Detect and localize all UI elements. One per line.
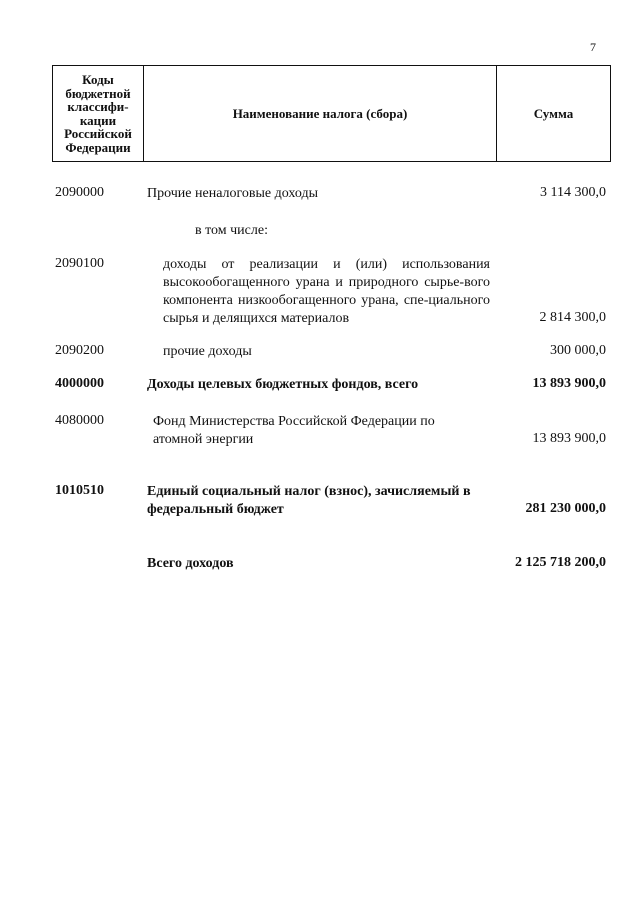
- row-name: доходы от реализации и (или) использования высокообогащенного урана и природного сырье-вого компонента низкообогащенного урана, спе-циального сырья и делящихся материалов: [163, 257, 490, 326]
- header-sum-column: Сумма: [497, 66, 611, 162]
- total-amount: 2 125 718 200,0: [515, 555, 606, 570]
- row-name: Единый социальный налог (взнос), зачисляемый в федеральный бюджет: [147, 484, 471, 517]
- row-code: 4080000: [55, 413, 104, 428]
- row-amount: 13 893 900,0: [532, 431, 606, 446]
- header-name-column: Наименование налога (сбора): [144, 66, 497, 162]
- row-amount: 300 000,0: [550, 343, 606, 358]
- row-code: 1010510: [55, 483, 104, 498]
- row-name: Доходы целевых бюджетных фондов, всего: [147, 377, 419, 392]
- total-label: Всего доходов: [147, 556, 234, 571]
- row-code: 4000000: [55, 376, 104, 391]
- row-code: 2090100: [55, 256, 104, 271]
- row-amount: 3 114 300,0: [540, 185, 606, 200]
- page-number: 7: [590, 40, 596, 54]
- row-name: Прочие неналоговые доходы: [147, 186, 319, 201]
- row-amount: 281 230 000,0: [525, 501, 606, 516]
- row-amount: 2 814 300,0: [539, 310, 606, 325]
- row-name: прочие доходы: [163, 344, 252, 359]
- header-code-column: Коды бюджетной классифи-кации Российской Федерации: [53, 66, 144, 162]
- row-code: 2090000: [55, 185, 104, 200]
- row-code: 2090200: [55, 343, 104, 358]
- row-name: в том числе:: [195, 223, 268, 238]
- row-name: Фонд Министерства Российской Федерации по атомной энергии: [153, 414, 435, 447]
- row-amount: 13 893 900,0: [532, 376, 606, 391]
